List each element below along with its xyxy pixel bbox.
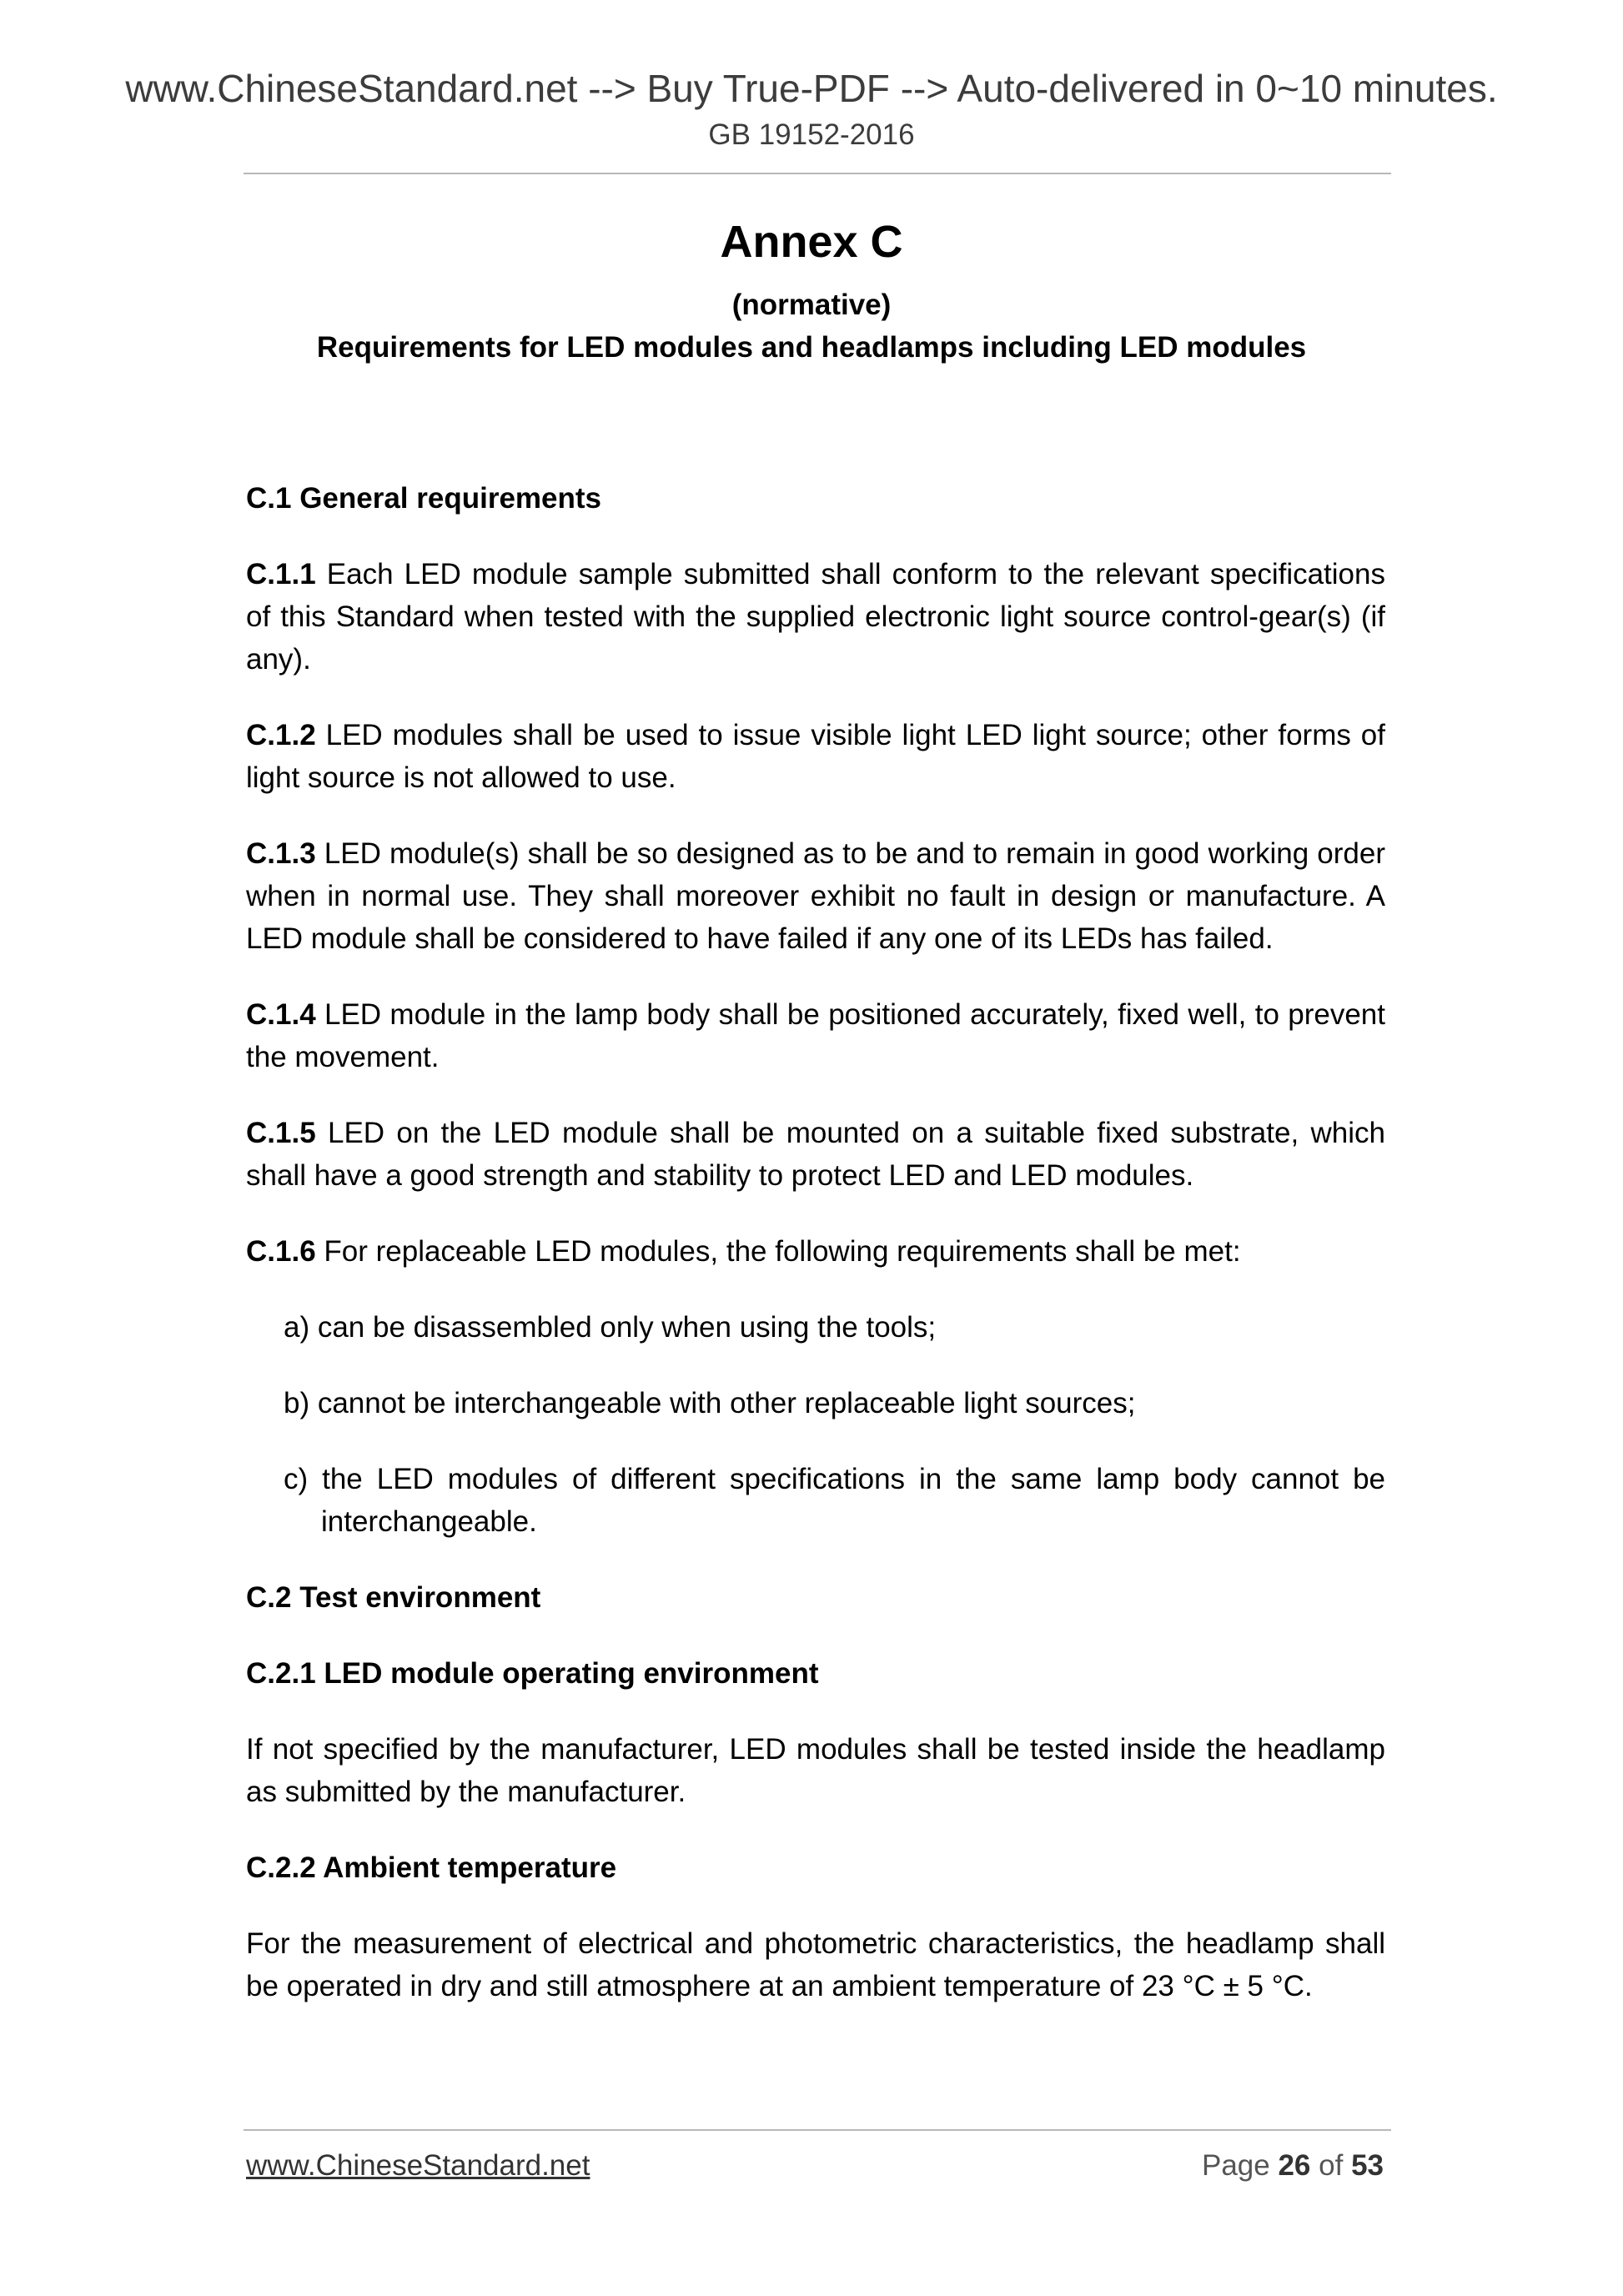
subsection-heading-c2-1: C.2.1 LED module operating environment bbox=[246, 1657, 819, 1690]
clause-number: C.1.4 bbox=[246, 998, 316, 1031]
clause-c1-5 bbox=[246, 1112, 1385, 1197]
annex-type: (normative) bbox=[731, 289, 892, 321]
clause-number: C.1.5 bbox=[246, 1117, 316, 1149]
clause-text: LED on the LED module shall be mounted on a suitable fixed substrate, which shall have a good strength and stability to protect LED and LED modules. bbox=[246, 1117, 1385, 1192]
page-current: 26 bbox=[1278, 2149, 1311, 2182]
header-banner: www.ChineseStandard.net --> Buy True-PDF --> Auto-delivered in 0~10 minutes. bbox=[125, 67, 1498, 110]
page-label: Page bbox=[1201, 2149, 1270, 2182]
clause-c1-6 bbox=[246, 1230, 1385, 1273]
header-divider bbox=[244, 173, 1391, 174]
paragraph-c2-2: For the measurement of electrical and photometric characteristics, the headlamp shall be operated in dry and still atmosphere at an ambient temperature of 23 °C ± 5 °C. bbox=[246, 1927, 1385, 2002]
clause-text: LED module(s) shall be so designed as to be and to remain in good working order when in normal use. They shall moreover exhibit no fault in design or manufacture. A LED module shall be considered to have failed if any one of its LEDs has failed. bbox=[246, 837, 1385, 955]
clause-text: For replaceable LED modules, the following requirements shall be met: bbox=[315, 1235, 1241, 1268]
clause-number: C.1.2 bbox=[246, 719, 316, 751]
list-item: a) can be disassembled only when using the tools; bbox=[284, 1311, 937, 1344]
page-total: 53 bbox=[1351, 2149, 1384, 2182]
section-heading-c2: C.2 Test environment bbox=[246, 1581, 541, 1614]
page-indicator bbox=[1202, 2147, 1384, 2185]
paragraph-c2-1: If not specified by the manufacturer, LED modules shall be tested inside the headlamp as submitted by the manufacturer. bbox=[246, 1733, 1385, 1808]
clause-text: Each LED module sample submitted shall conform to the relevant specifications of this Standard when tested with the supplied electronic light source control-gear(s) (if any). bbox=[246, 558, 1385, 676]
annex-subtitle: Requirements for LED modules and headlamps including LED modules bbox=[316, 331, 1307, 364]
footer-divider bbox=[244, 2129, 1391, 2131]
clause-number: C.1.6 bbox=[246, 1235, 316, 1268]
section-heading-c1: C.1 General requirements bbox=[246, 482, 601, 515]
clause-c1-4 bbox=[246, 993, 1385, 1078]
clause-c1-1 bbox=[246, 553, 1385, 681]
footer-website-link[interactable]: www.ChineseStandard.net bbox=[246, 2149, 590, 2182]
clause-number: C.1.3 bbox=[246, 837, 316, 870]
clause-c1-2 bbox=[246, 714, 1385, 799]
list-item: c) the LED modules of different specifications in the same lamp body cannot be interchangeable. bbox=[284, 1463, 1385, 1538]
page-of: of bbox=[1319, 2149, 1344, 2182]
clause-c1-3 bbox=[246, 832, 1385, 960]
standard-number: GB 19152-2016 bbox=[708, 118, 915, 151]
clause-text: LED modules shall be used to issue visible light LED light source; other forms of light source is not allowed to use. bbox=[246, 719, 1385, 794]
annex-title: Annex C bbox=[720, 217, 903, 267]
clause-number: C.1.1 bbox=[246, 558, 316, 590]
document-body bbox=[246, 477, 1385, 2041]
clause-text: LED module in the lamp body shall be positioned accurately, fixed well, to prevent the movement. bbox=[246, 998, 1385, 1073]
list-item: b) cannot be interchangeable with other replaceable light sources; bbox=[284, 1387, 1136, 1419]
subsection-heading-c2-2: C.2.2 Ambient temperature bbox=[246, 1851, 617, 1884]
